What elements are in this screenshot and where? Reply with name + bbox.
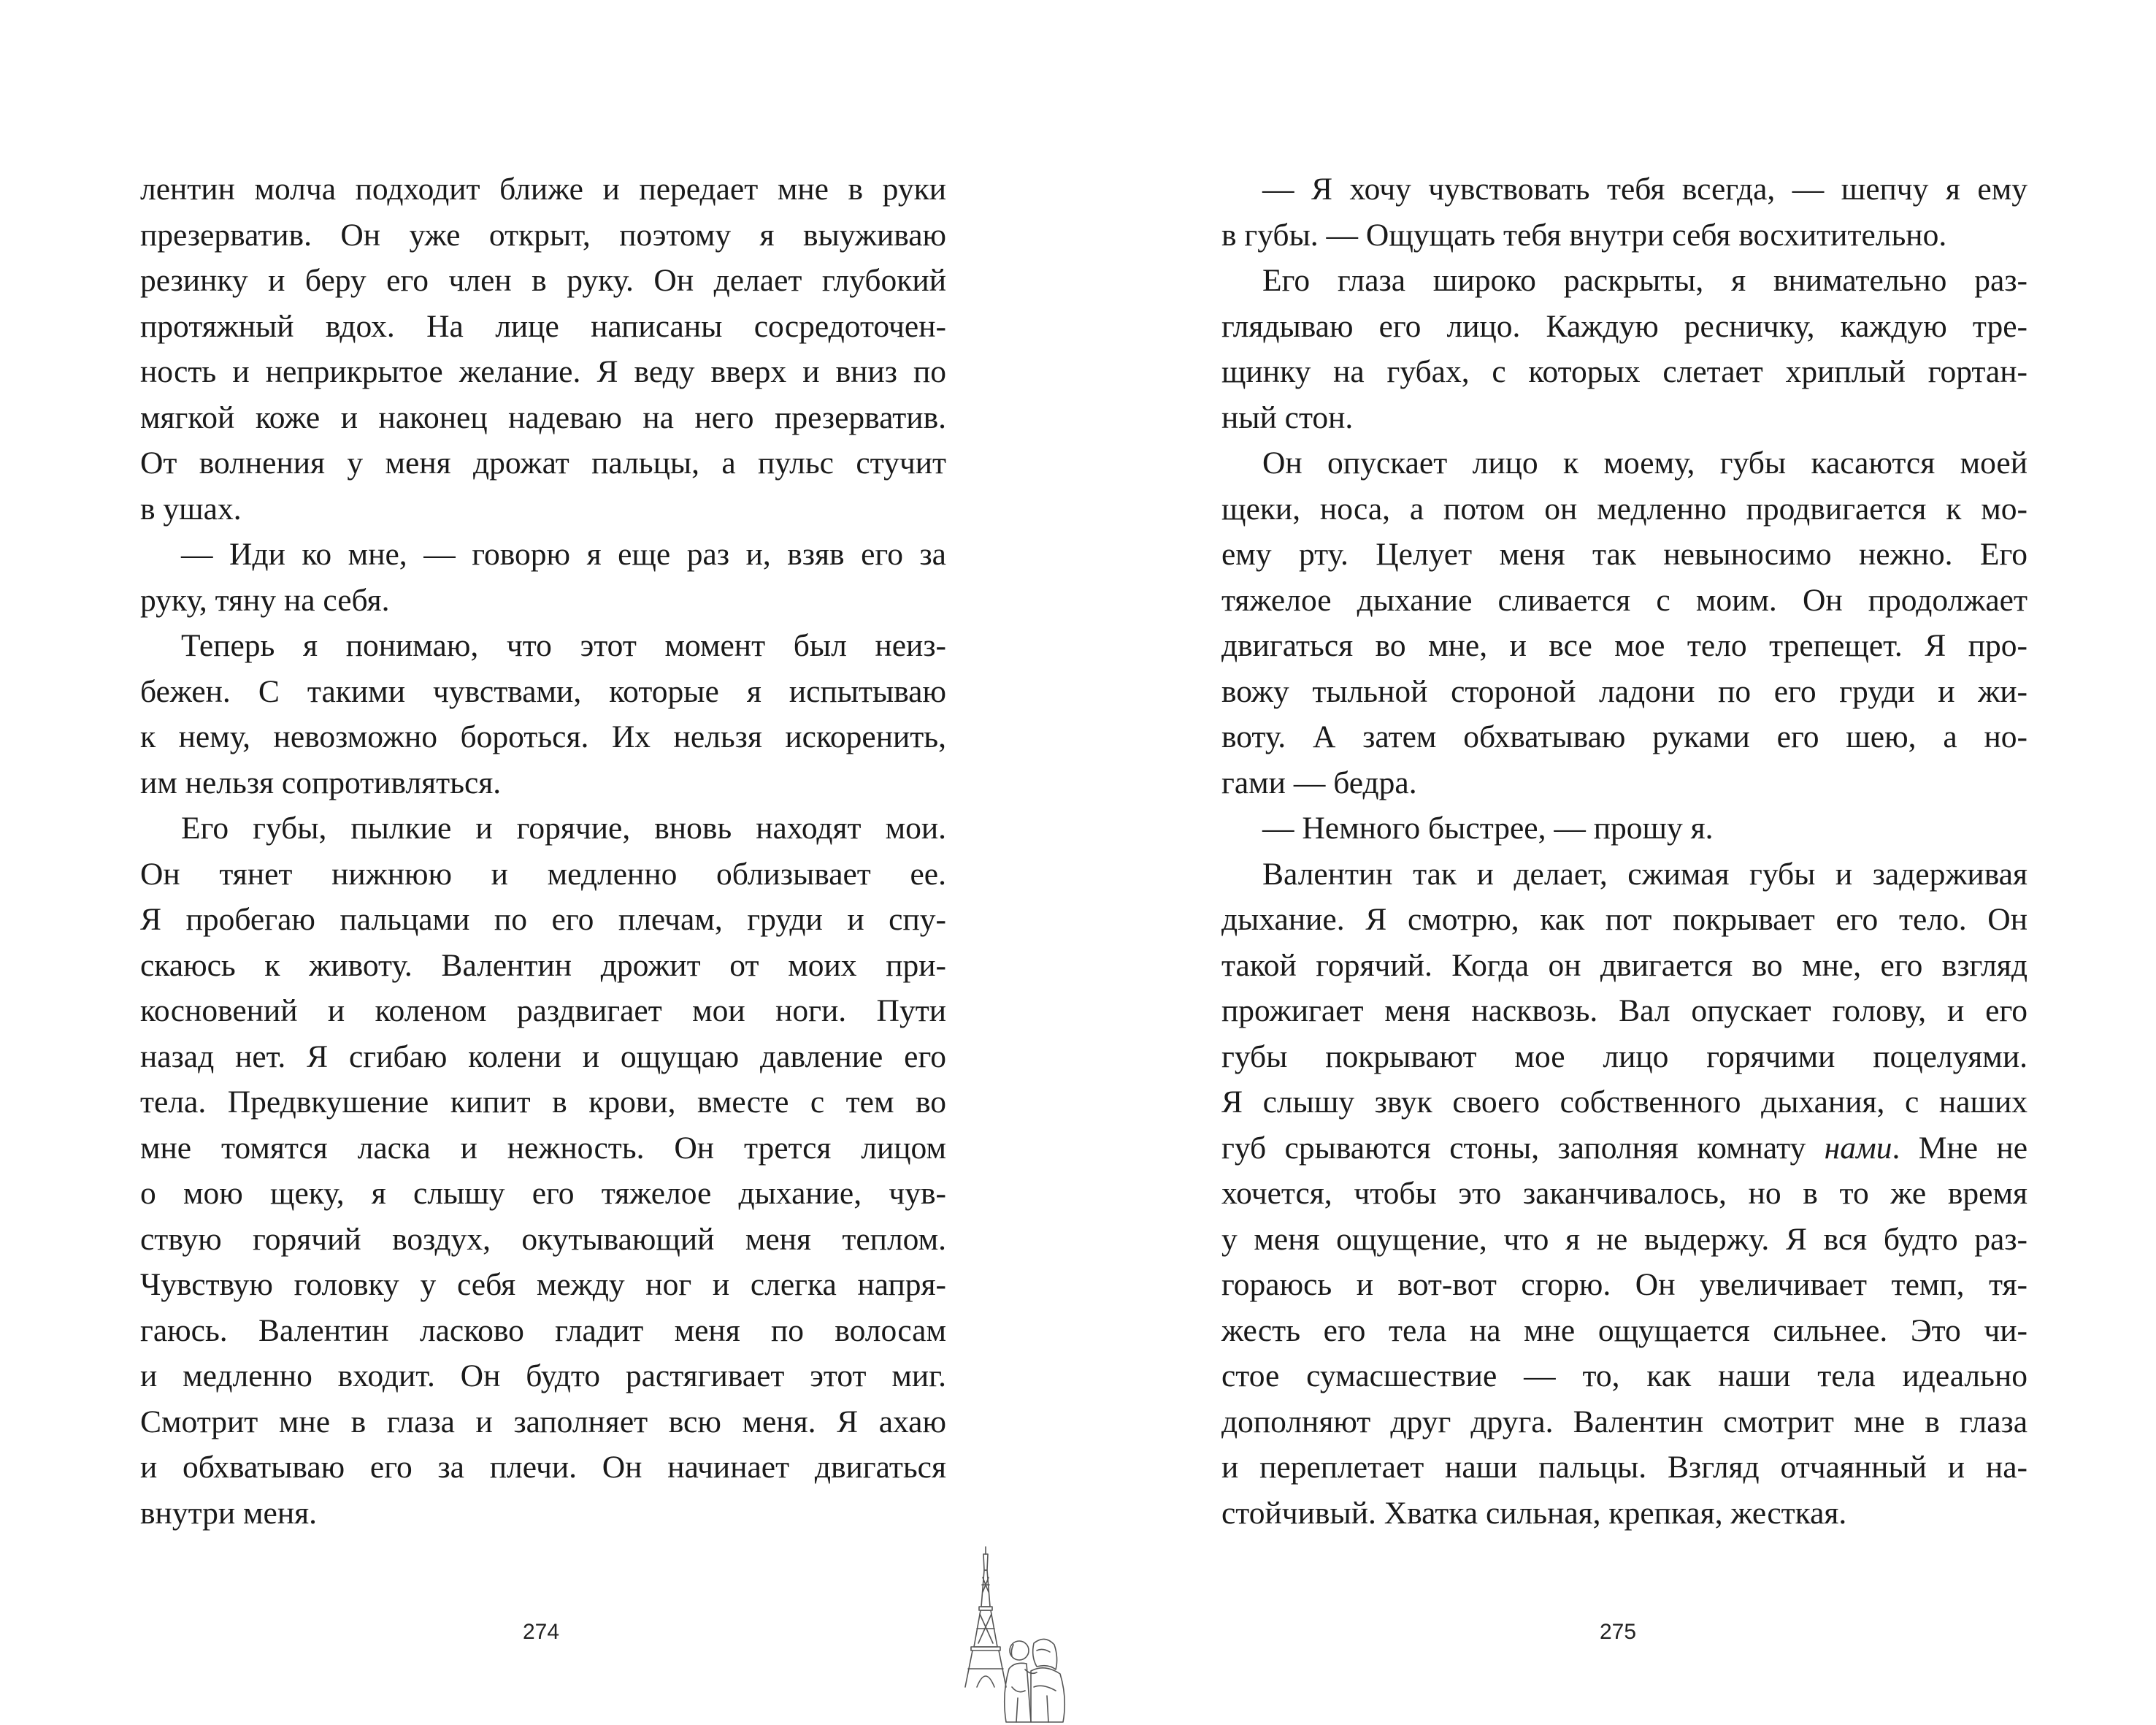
text-line: Его глаза широко раскрыты, я внимательно раз- [1262, 263, 2028, 298]
text-line: дыхание. Я смотрю, как пот покрывает его тело. Он [1221, 902, 2028, 937]
text-line: Его губы, пылкие и горячие, вновь находят мои. [181, 811, 946, 846]
text-line: к нему, невозможно бороться. Их нельзя искоренить, [140, 719, 946, 754]
right-page-body-text [1221, 167, 2028, 1536]
text-line: назад нет. Я сгибаю колени и ощущаю давление его [140, 1039, 946, 1074]
text-line: щинку на губах, с которых слетает хриплый гортан- [1221, 354, 2028, 389]
text-line: стойчивый. Хватка сильная, крепкая, жесткая. [1221, 1495, 1847, 1531]
text-line: в ушах. [140, 491, 242, 527]
text-line: воту. А затем обхватываю руками его шею, а но- [1221, 719, 2028, 754]
text-line: такой горячий. Когда он двигается во мне, его взгляд [1221, 947, 2028, 983]
text-line: бежен. С такими чувствами, которые я испытываю [140, 673, 946, 709]
text-line: Я пробегаю пальцами по его плечам, груди и спу- [140, 902, 946, 937]
text-line: Чувствую головку у себя между ног и слегка напря- [140, 1267, 946, 1302]
text-line: Я слышу звук своего собственного дыхания, с наших [1221, 1085, 2028, 1120]
left-page-number: 274 [523, 1620, 560, 1644]
left-page-body-text [140, 167, 946, 1536]
text-line: Валентин так и делает, сжимая губы и задерживая [1262, 856, 2028, 892]
text-line: гаюсь. Валентин ласково гладит меня по волосам [140, 1312, 946, 1348]
text-line: скаюсь к животу. Валентин дрожит от моих при- [140, 947, 946, 983]
text-line: щеки, носа, а потом он медленно продвигается к мо- [1221, 491, 2028, 527]
text-line: прожигает меня насквозь. Вал опускает голову, и его [1221, 993, 2028, 1028]
text-line: Он тянет нижнюю и медленно облизывает ее. [140, 856, 946, 892]
text-line: ность и неприкрытое желание. Я веду вверх и вниз по [140, 354, 946, 389]
text-line-segment: губ срываются стоны, заполняя комнату [1221, 1130, 1825, 1166]
text-line: и переплетает наши пальцы. Взгляд отчаянный и на- [1221, 1450, 2028, 1485]
text-line: дополняют друг друга. Валентин смотрит мне в глаза [1221, 1404, 2028, 1439]
text-line: мягкой коже и наконец надеваю на него презерватив. [140, 399, 946, 435]
text-line: вожу тыльной стороной ладони по его груди и жи- [1221, 673, 2028, 709]
text-line [1221, 1125, 2028, 1171]
text-line: — Я хочу чувствовать тебя всегда, — шепчу я ему [1262, 172, 2028, 207]
text-line: и медленно входит. Он будто растягивает этот миг. [140, 1358, 946, 1393]
text-line: тела. Предвкушение кипит в крови, вместе с тем во [140, 1085, 946, 1120]
text-line: — Немного быстрее, — прошу я. [1262, 811, 1714, 846]
text-line: лентин молча подходит ближе и передает мне в руки [140, 172, 946, 207]
right-page [1078, 0, 2156, 1725]
right-page-number: 275 [1600, 1620, 1637, 1644]
text-line: протяжный вдох. На лице написаны сосредоточен- [140, 308, 946, 344]
text-line: мне томятся ласка и нежность. Он трется лицом [140, 1130, 946, 1166]
text-line: и обхватываю его за плечи. Он начинает двигаться [140, 1450, 946, 1485]
text-line: о мою щеку, я слышу его тяжелое дыхание, чув- [140, 1176, 946, 1211]
text-line: гами — бедра. [1221, 765, 1417, 800]
text-line: руку, тяну на себя. [140, 582, 390, 618]
text-line: им нельзя сопротивляться. [140, 765, 502, 800]
text-line: От волнения у меня дрожат пальцы, а пульс стучит [140, 445, 946, 481]
text-line: глядываю его лицо. Каждую ресничку, каждую тре- [1221, 308, 2028, 344]
text-line: у меня ощущение, что я не выдержу. Я вся будто раз- [1221, 1221, 2028, 1257]
text-line: жесть его тела на мне ощущается сильнее. Это чи- [1221, 1312, 2028, 1348]
text-line: стое сумасшествие — то, как наши тела идеально [1221, 1358, 2028, 1393]
text-line: Теперь я понимаю, что этот момент был неиз- [181, 628, 946, 663]
text-line: внутри меня. [140, 1495, 318, 1531]
text-line: Смотрит мне в глаза и заполняет всю меня. Я ахаю [140, 1404, 946, 1439]
text-line: двигаться во мне, и все мое тело трепещет. Я про- [1221, 628, 2028, 663]
eiffel-tower-couple-sketch-icon [961, 1541, 1070, 1724]
text-line: тяжелое дыхание сливается с моим. Он продолжает [1221, 582, 2028, 618]
text-line: ему рту. Целует меня так невыносимо нежно. Его [1221, 537, 2028, 572]
text-line: губы покрывают мое лицо горячими поцелуями. [1221, 1039, 2028, 1074]
text-line: хочется, чтобы это заканчивалось, но в то же время [1221, 1176, 2028, 1211]
italic-emphasis: нами [1824, 1130, 1892, 1166]
text-line: ный стон. [1221, 399, 1354, 435]
text-line: Он опускает лицо к моему, губы касаются моей [1262, 445, 2028, 481]
text-line: резинку и беру его член в руку. Он делает глубокий [140, 263, 946, 298]
text-line: ствую горячий воздух, окутывающий меня теплом. [140, 1221, 946, 1257]
text-line: гораюсь и вот-вот сгорю. Он увеличивает темп, тя- [1221, 1267, 2028, 1302]
text-line-segment: . Мне не [1892, 1130, 2028, 1166]
text-line: презерватив. Он уже открыт, поэтому я выуживаю [140, 217, 946, 253]
text-line: — Иди ко мне, — говорю я еще раз и, взяв его за [181, 537, 946, 572]
text-line: в губы. — Ощущать тебя внутри себя восхитительно. [1221, 217, 1947, 253]
text-line: косновений и коленом раздвигает мои ноги. Пути [140, 993, 946, 1028]
